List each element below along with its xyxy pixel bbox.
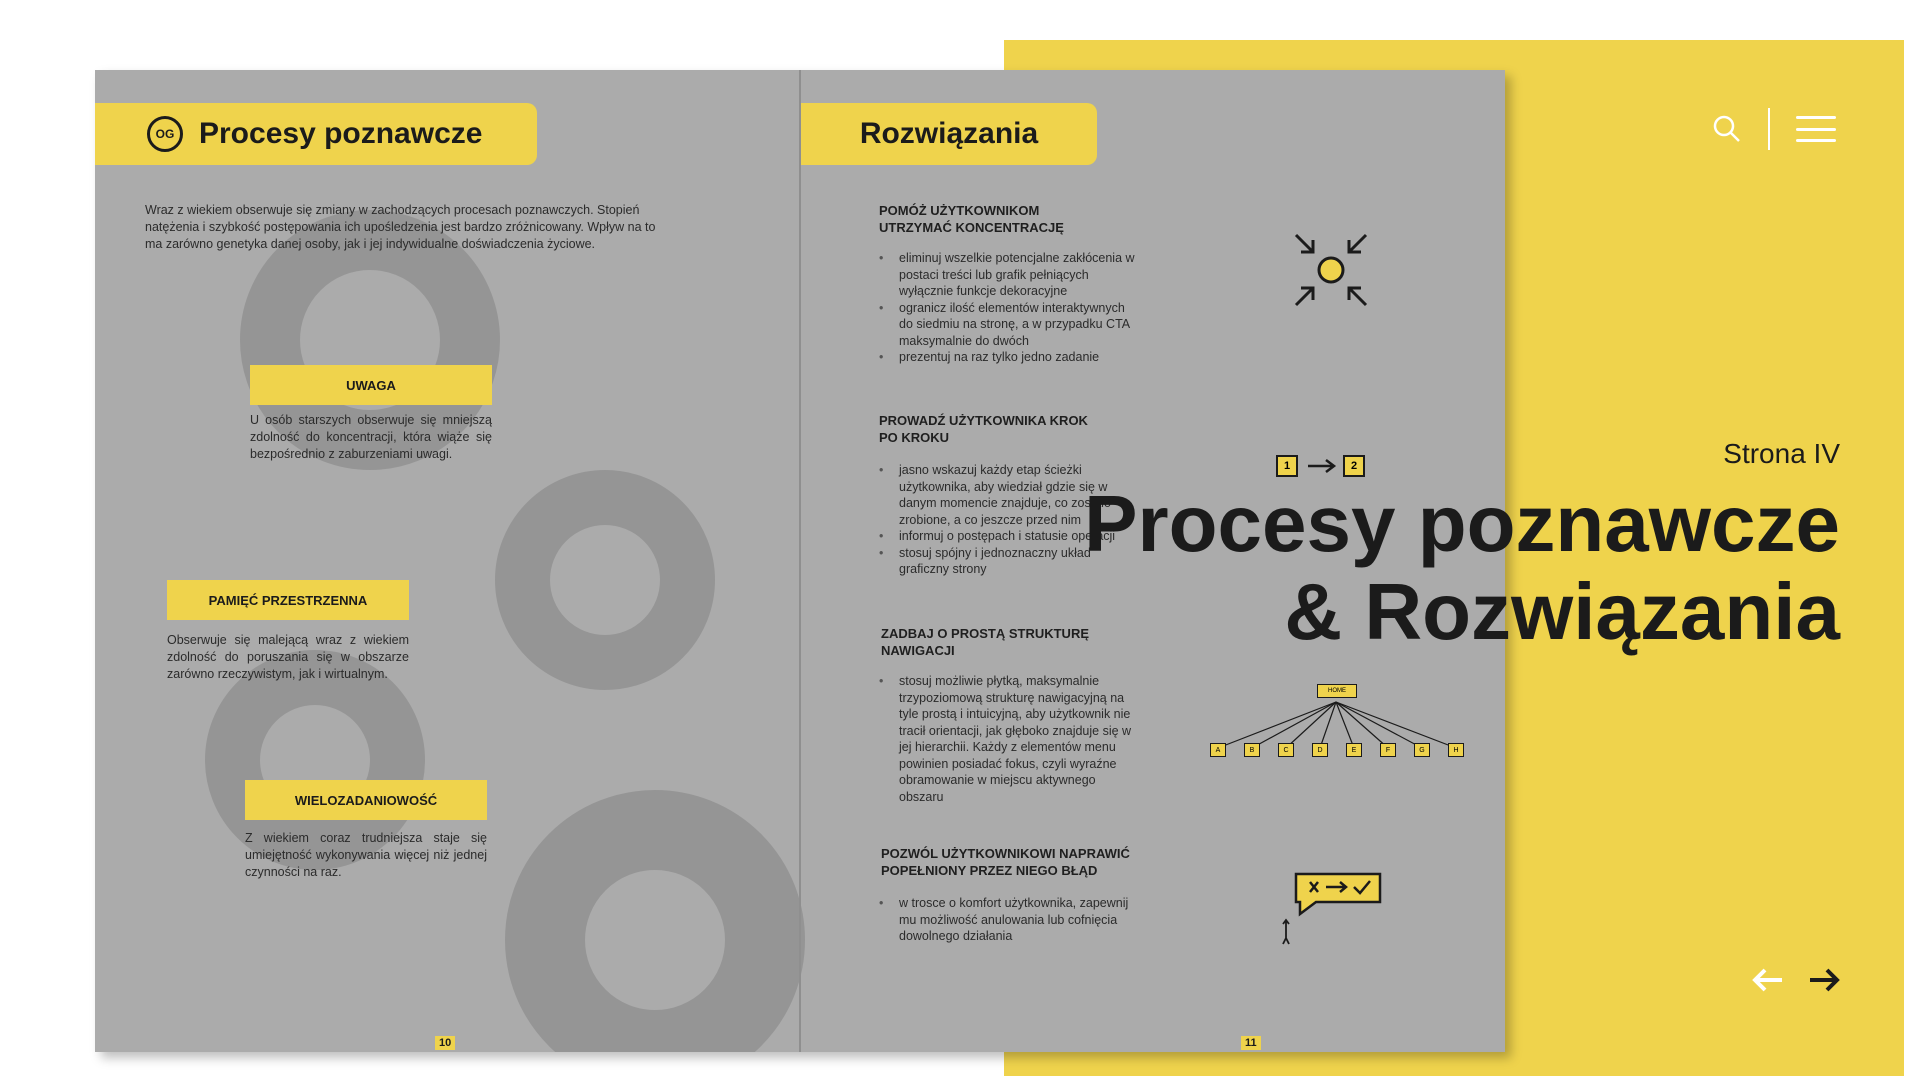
list-item: • stosuj możliwie płytką, maksymalnie trzypoziomową strukturę nawigacyjną na tyle prostą i intuicyjną, aby użytkownik nie tracił orientacji, jak głęboko znajduje się w jej hierarchii. Każdy z elementów menu powinien posiadać fokus, czyli wyraźne obramowanie w miejscu aktywnego obszaru xyxy=(899,673,1141,805)
hamburger-menu-icon[interactable] xyxy=(1796,116,1836,142)
right-heading-text: Rozwiązania xyxy=(859,117,1039,150)
step-box-1: 1 xyxy=(1276,455,1298,477)
list-item: • prezentuj na raz tylko jedno zadanie xyxy=(899,349,1141,366)
tree-root-box: HOME xyxy=(1317,684,1357,698)
right-page-heading xyxy=(801,103,1097,165)
section-title-koncentracja: POMÓŻ UŻYTKOWNIKOM UTRZYMAĆ KONCENTRACJĘ xyxy=(879,203,1064,235)
bullets-koncentracja xyxy=(879,250,1141,366)
section-label-wielozadaniowosc: WIELOZADANIOWOŚĆ xyxy=(245,780,487,820)
section-title-nawigacja: ZADBAJ O PROSTĄ STRUKTURĘ NAWIGACJI xyxy=(881,626,1090,658)
slide-title-line-1: Procesy poznawcze xyxy=(1084,479,1840,568)
left-page-heading xyxy=(95,103,537,165)
list-item: • stosuj spójny i jednoznaczny układ graficzny strony xyxy=(899,545,1141,578)
section-title-krok-po-kroku: PROWADŹ UŻYTKOWNIKA KROK PO KROKU xyxy=(879,413,1088,445)
section-label-uwaga: UWAGA xyxy=(250,365,492,405)
tree-leaf-h: H xyxy=(1448,743,1464,757)
list-item: • w trosce o komfort użytkownika, zapewnij mu możliwość anulowania lub cofnięcia dowolnego działania xyxy=(899,895,1141,945)
step-arrow-icon xyxy=(1306,458,1338,474)
section-text-wielozadaniowosc: Z wiekiem coraz trudniejsza staje się umiejętność wykonywania więcej niż jednej czynności na raz. xyxy=(245,831,487,879)
nav-divider xyxy=(1768,108,1770,150)
list-item: • eliminuj wszelkie potencjalne zakłócenia w postaci treści lub grafik pełniących wyłącznie funkcje dekoracyjne xyxy=(899,250,1141,300)
list-item: • jasno wskazuj każdy etap ścieżki użytkownika, aby wiedział gdzie się w danym momencie znajduje, co zostało zrobione, a co jeszcze przed nim xyxy=(899,462,1141,528)
focus-diagram-icon xyxy=(1281,220,1381,320)
gear-decoration-2 xyxy=(495,470,715,690)
tree-leaf-d: D xyxy=(1312,743,1328,757)
list-item: • informuj o postępach i statusie operacji xyxy=(899,528,1141,545)
search-icon[interactable] xyxy=(1712,114,1742,144)
tree-leaf-a: A xyxy=(1210,743,1226,757)
arrow-right-icon[interactable] xyxy=(1806,962,1842,998)
slide-title xyxy=(940,480,1840,656)
slide-navigation xyxy=(1750,962,1842,998)
section-title-bledy: POZWÓL UŻYTKOWNIKOWI NAPRAWIĆ POPEŁNIONY PRZEZ NIEGO BŁĄD xyxy=(881,846,1130,878)
bullets-nawigacja xyxy=(879,673,1141,805)
bullets-bledy xyxy=(879,895,1141,945)
slide-subtitle: Strona IV xyxy=(1723,438,1840,469)
tree-leaf-g: G xyxy=(1414,743,1430,757)
gear-decoration-4 xyxy=(505,790,805,1052)
arrow-left-icon[interactable] xyxy=(1750,962,1786,998)
section-text-uwaga: U osób starszych obserwuje się mniejszą zdolność do koncentracji, która wiąże się bezpośrednio z zaburzeniami uwagi. xyxy=(250,413,492,461)
slide-title-line-2: & Rozwiązania xyxy=(1284,567,1840,656)
right-page-number: 11 xyxy=(1241,1036,1261,1050)
left-intro-text: Wraz z wiekiem obserwuje się zmiany w zachodzących procesach poznawczych. Stopień natężenia i szybkość postępowania ich upośledzenia jest bardzo zróżnicowany. Wpływ na to ma zarówno genetyka danej osoby, jak i jej indywidualne doświadczenia życiowe. xyxy=(145,203,656,251)
section-text-pamiec: Obserwuje się malejącą wraz z wiekiem zdolność do poruszania się w obszarze zarówno rzeczywistym, jak i wirtualnym. xyxy=(167,633,409,681)
undo-bubble-icon xyxy=(1276,870,1386,950)
tree-leaf-f: F xyxy=(1380,743,1396,757)
tree-leaf-e: E xyxy=(1346,743,1362,757)
tree-leaf-b: B xyxy=(1244,743,1260,757)
step-box-2: 2 xyxy=(1343,455,1365,477)
left-page-number: 10 xyxy=(435,1036,455,1050)
list-item: • ogranicz ilość elementów interaktywnych do siedmiu na stronę, a w przypadku CTA maksymalnie do dwóch xyxy=(899,300,1141,350)
top-nav xyxy=(1712,108,1836,150)
tree-leaf-c: C xyxy=(1278,743,1294,757)
left-heading-text: Procesy poznawcze xyxy=(199,117,483,150)
brand-logo-icon: OG xyxy=(147,116,183,152)
left-page xyxy=(95,70,799,1052)
section-label-pamiec: PAMIĘĆ PRZESTRZENNA xyxy=(167,580,409,620)
